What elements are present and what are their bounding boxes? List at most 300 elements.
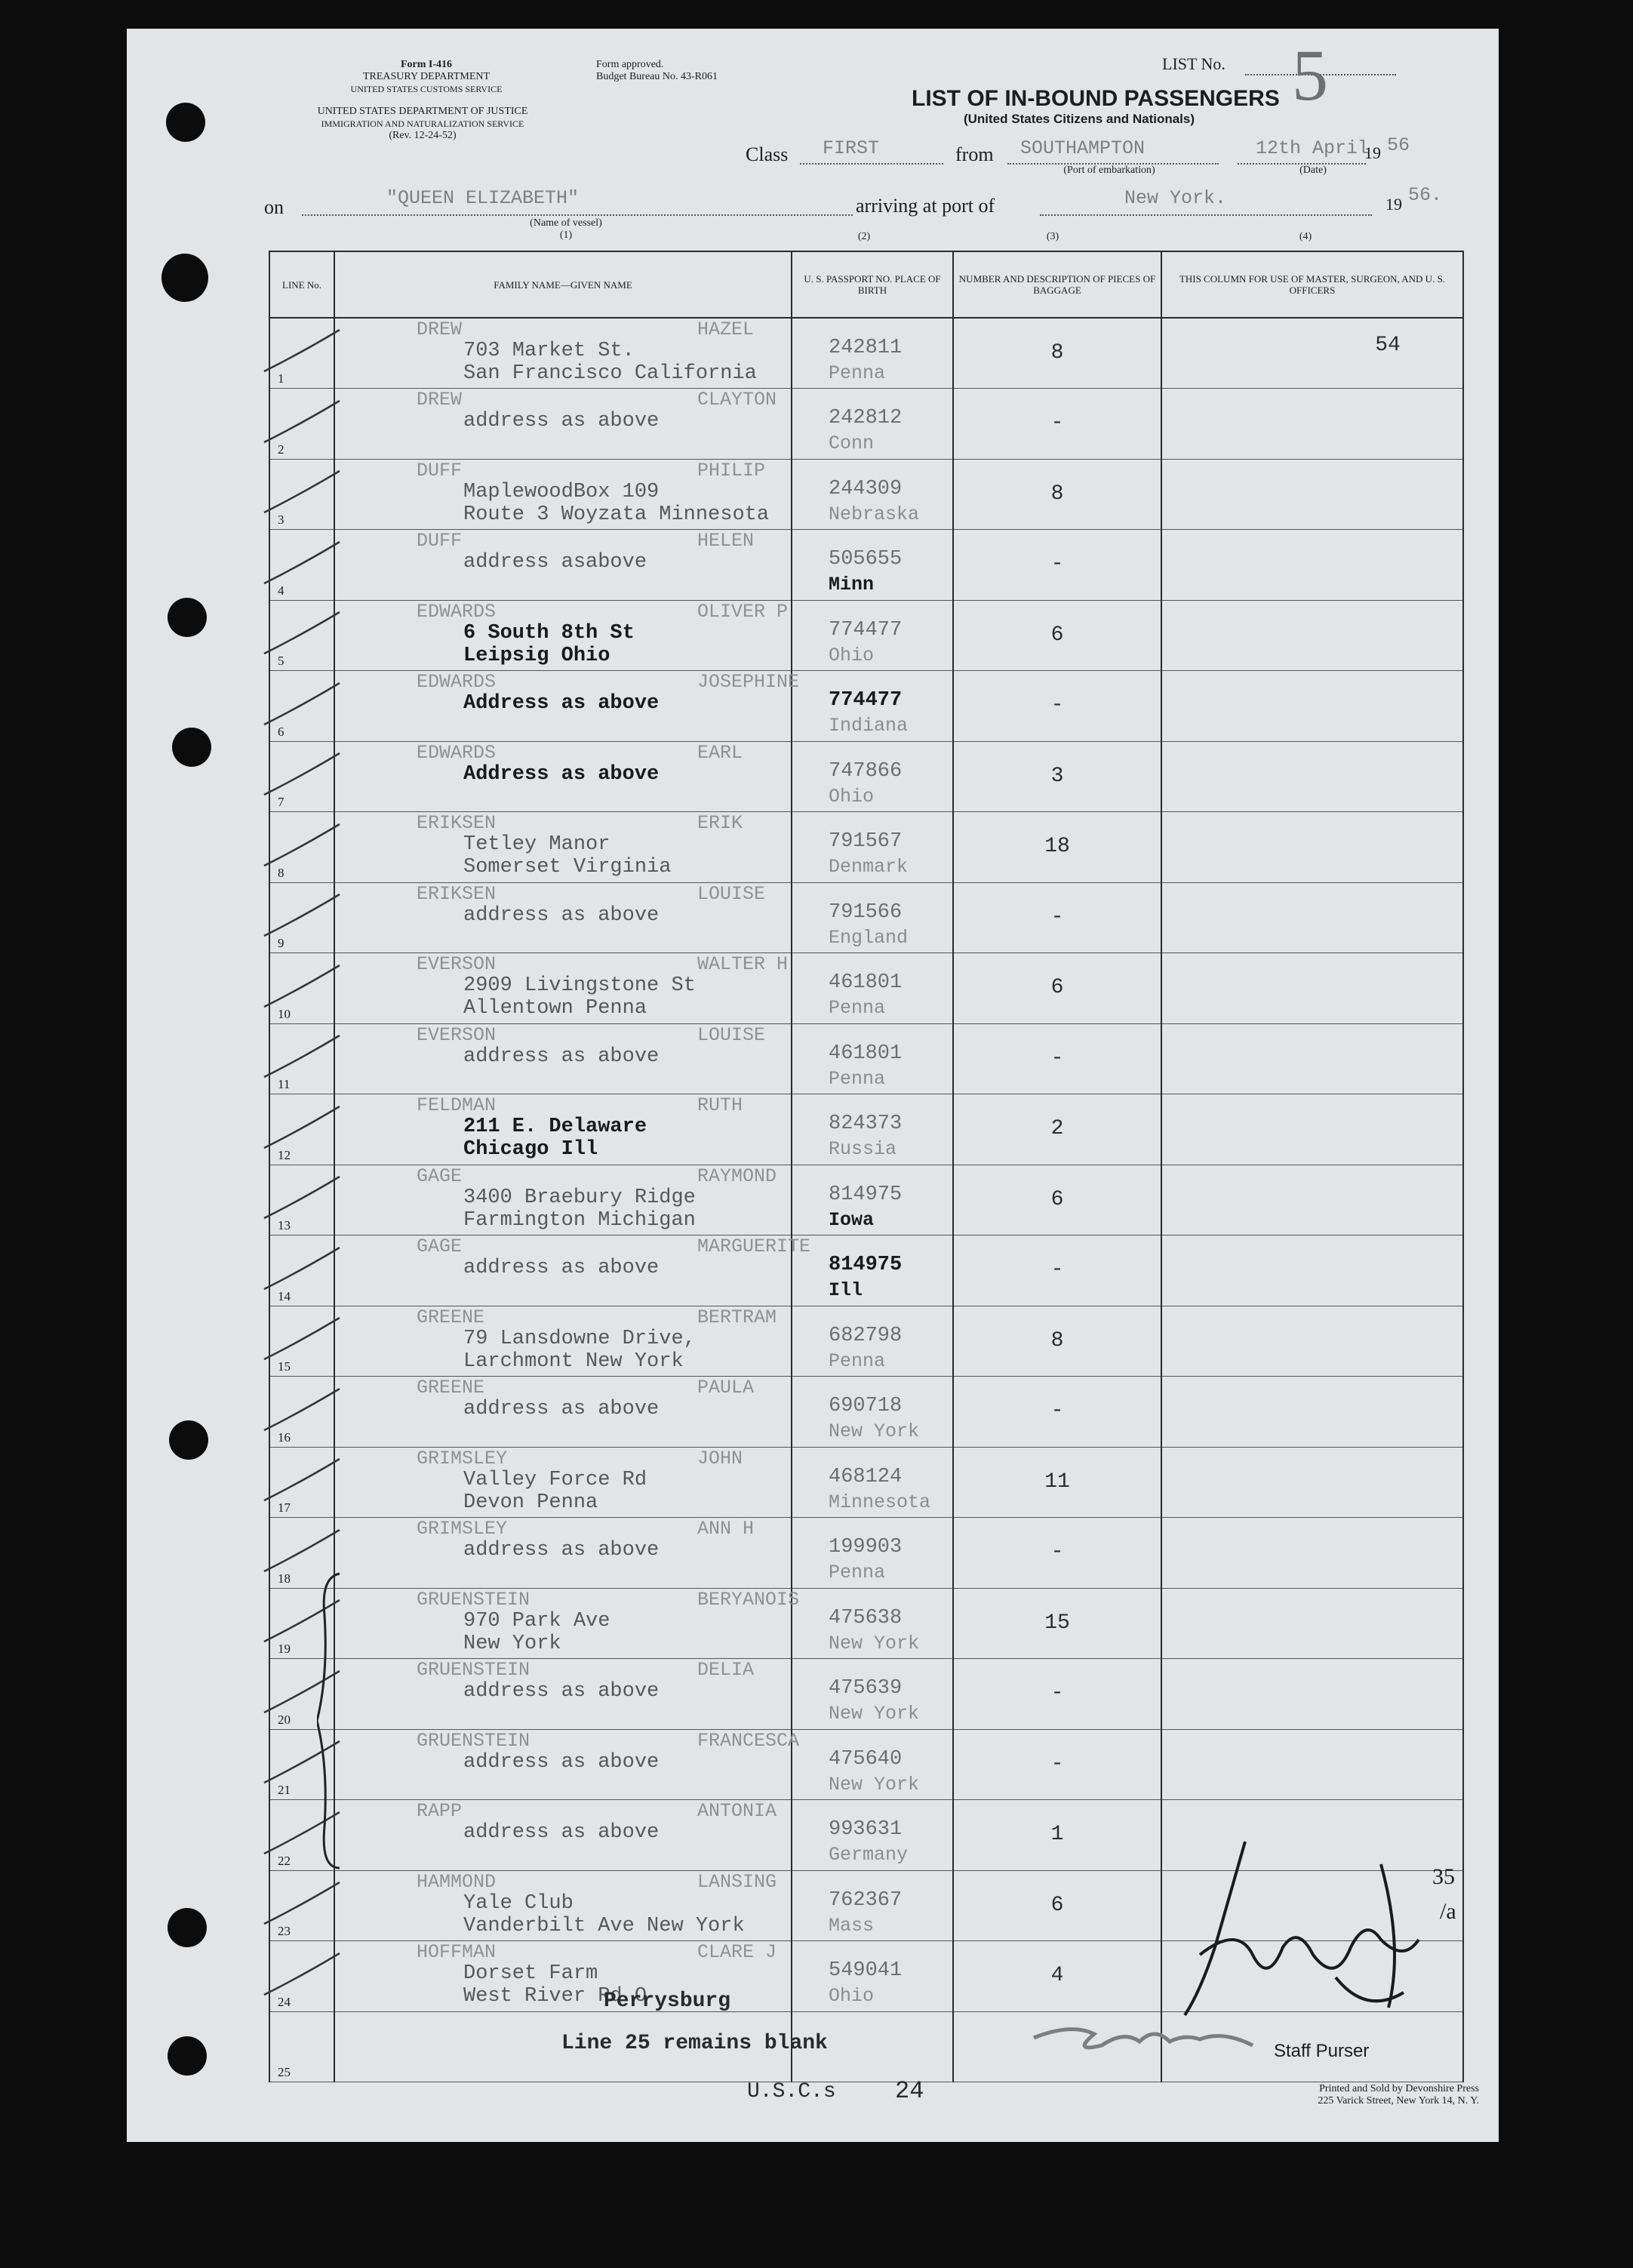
punch-hole-7 xyxy=(168,2036,207,2076)
address-line-1: address as above xyxy=(463,1750,660,1774)
table-row xyxy=(269,1659,1463,1730)
officer-cell xyxy=(1161,1377,1463,1448)
baggage-count: - xyxy=(1050,1399,1064,1423)
passport-cell xyxy=(792,1377,953,1448)
arriving-label: arriving at port of xyxy=(856,195,995,217)
address-line-2: West River Rd O xyxy=(463,1985,647,2008)
family-name: GREENE xyxy=(417,1377,485,1399)
line-number: 18 xyxy=(278,1571,291,1586)
baggage-cell xyxy=(953,671,1161,742)
passport-cell xyxy=(792,600,953,671)
family-name: HOFFMAN xyxy=(417,1941,497,1963)
line-number: 15 xyxy=(278,1359,291,1374)
given-name: HAZEL xyxy=(697,319,755,340)
list-number-value: 5 xyxy=(1292,35,1328,115)
line-number: 19 xyxy=(278,1642,291,1656)
punch-hole-2 xyxy=(161,254,208,302)
officer-cell xyxy=(1161,1236,1463,1306)
place-of-birth: Ohio xyxy=(829,1985,875,2007)
baggage-cell xyxy=(953,1165,1161,1236)
place-of-birth: Penna xyxy=(829,1562,886,1583)
family-name: EVERSON xyxy=(417,1023,497,1046)
col3-caption: (3) xyxy=(1046,231,1059,242)
baggage-count: - xyxy=(1050,1046,1064,1070)
baggage-count: - xyxy=(1050,694,1064,717)
address-line-1: 970 Park Ave xyxy=(463,1609,610,1633)
officer-cell xyxy=(1161,530,1463,601)
place-of-birth: Denmark xyxy=(829,856,909,878)
family-name: DUFF xyxy=(417,459,463,482)
col2-caption: (2) xyxy=(857,231,871,242)
baggage-count: - xyxy=(1050,552,1064,576)
family-name: GRIMSLEY xyxy=(417,1518,508,1540)
passport-cell xyxy=(792,1023,953,1094)
line-cell xyxy=(269,2011,334,2082)
passport-number: 475638 xyxy=(829,1606,903,1629)
budget-bureau: Budget Bureau No. 43-R061 xyxy=(596,71,718,82)
officer-cell xyxy=(1161,1165,1463,1236)
place-of-birth: New York xyxy=(829,1773,920,1796)
given-name: CLARE J xyxy=(697,1941,777,1963)
passport-cell xyxy=(792,1165,953,1236)
given-name: CLAYTON xyxy=(697,389,777,411)
family-name: DREW xyxy=(417,389,463,411)
passport-number: 774477 xyxy=(829,689,903,712)
check-mark-icon xyxy=(257,962,347,1014)
baggage-count: 18 xyxy=(1044,835,1070,858)
address-line-1: 2909 Livingstone St xyxy=(463,974,696,997)
arrival-year: 56. xyxy=(1408,184,1443,206)
family-name: HAMMOND xyxy=(417,1870,497,1893)
table-row xyxy=(269,882,1463,953)
baggage-count: 6 xyxy=(1050,623,1064,647)
baggage-count: 6 xyxy=(1050,1893,1064,1917)
officer-note: 54 xyxy=(1375,334,1401,357)
date-caption: (Date) xyxy=(1299,165,1327,176)
officer-number: 35 xyxy=(1432,1864,1455,1889)
given-name: EARL xyxy=(697,741,743,764)
name-cell xyxy=(334,318,792,389)
line-number: 4 xyxy=(278,583,284,598)
passport-cell xyxy=(792,812,953,883)
baggage-cell xyxy=(953,953,1161,1024)
baggage-count: 8 xyxy=(1050,341,1064,365)
given-name: OLIVER P xyxy=(697,600,789,623)
address-line-1: Tetley Manor xyxy=(463,833,610,856)
officer-cell xyxy=(1161,600,1463,671)
table-row xyxy=(269,812,1463,883)
address-line-1: Address as above xyxy=(463,692,660,715)
address-line-2: Somerset Virginia xyxy=(463,856,672,879)
name-cell xyxy=(334,1518,792,1589)
place-of-birth: Ill xyxy=(829,1279,863,1301)
line-number: 2 xyxy=(278,442,284,457)
passport-cell xyxy=(792,1800,953,1871)
baggage-count: 11 xyxy=(1044,1469,1070,1494)
baggage-cell xyxy=(953,741,1161,812)
usc-count: 24 xyxy=(895,2077,924,2105)
place-of-birth: Conn xyxy=(829,432,875,454)
passport-number: 993631 xyxy=(829,1818,903,1841)
check-mark-icon xyxy=(257,679,347,732)
given-name: FRANCESCA xyxy=(697,1729,800,1752)
passport-cell xyxy=(792,530,953,601)
baggage-cell xyxy=(953,1729,1161,1800)
table-row xyxy=(269,1518,1463,1589)
line-number: 16 xyxy=(278,1429,291,1445)
check-mark-icon xyxy=(257,1103,347,1156)
line25-note: Line 25 remains blank xyxy=(561,2032,828,2055)
address-line-1: address as above xyxy=(463,1821,660,1844)
baggage-count: 8 xyxy=(1050,482,1064,506)
passenger-table xyxy=(269,251,1464,2082)
officer-fraction: /a xyxy=(1440,1899,1456,1924)
baggage-cell xyxy=(953,1306,1161,1377)
address-line-2: Farmington Michigan xyxy=(463,1208,696,1232)
table-row xyxy=(269,1447,1463,1518)
baggage-cell xyxy=(953,812,1161,883)
address-line-2: New York xyxy=(463,1632,561,1655)
check-mark-icon xyxy=(257,397,347,450)
name-cell xyxy=(334,1377,792,1448)
place-of-birth: Mass xyxy=(829,1914,875,1937)
officer-cell xyxy=(1161,953,1463,1024)
passport-number: 461801 xyxy=(829,1042,903,1065)
punch-hole-6 xyxy=(168,1908,207,1947)
line-number: 10 xyxy=(278,1006,291,1021)
passport-number: 475639 xyxy=(829,1677,903,1700)
baggage-cell xyxy=(953,882,1161,953)
address-line-1: 211 E. Delaware xyxy=(463,1116,647,1138)
name-cell xyxy=(334,1870,792,1941)
officer-cell xyxy=(1161,1588,1463,1659)
family-name: EVERSON xyxy=(417,953,497,975)
line-number: 3 xyxy=(278,512,284,527)
passport-number: 690718 xyxy=(829,1395,903,1417)
passport-cell xyxy=(792,318,953,389)
table-row xyxy=(269,1588,1463,1659)
check-mark-icon xyxy=(257,1949,347,2002)
baggage-count: 3 xyxy=(1050,764,1064,788)
given-name: LOUISE xyxy=(697,882,766,905)
passport-cell xyxy=(792,1447,953,1518)
passport-cell xyxy=(792,741,953,812)
table-row xyxy=(269,1236,1463,1306)
passport-number: 791567 xyxy=(829,830,903,853)
passport-number: 549041 xyxy=(829,1959,903,1982)
name-cell xyxy=(334,812,792,883)
customs-service: UNITED STATES CUSTOMS SERVICE xyxy=(350,84,503,94)
header-family-name: FAMILY NAME—GIVEN NAME xyxy=(334,251,792,318)
name-cell xyxy=(334,1729,800,1800)
place-of-birth: Penna xyxy=(829,1067,886,1090)
family-name: EDWARDS xyxy=(417,741,497,764)
baggage-cell xyxy=(953,1800,1161,1871)
check-mark-icon xyxy=(257,1032,347,1085)
check-mark-icon xyxy=(257,1455,347,1508)
place-of-birth: Ohio xyxy=(829,644,875,666)
year-prefix: 19 xyxy=(1364,143,1381,162)
form-number: Form I-416 xyxy=(400,59,453,70)
place-of-birth: Penna xyxy=(829,362,886,384)
check-mark-icon xyxy=(257,467,347,520)
vessel-caption: (Name of vessel) xyxy=(530,217,602,229)
address-line-1: Dorset Farm xyxy=(463,1962,598,1985)
table-row xyxy=(269,600,1463,671)
officer-cell xyxy=(1161,318,1463,389)
line-number: 12 xyxy=(278,1147,291,1162)
passport-number: 199903 xyxy=(829,1536,903,1559)
name-cell xyxy=(334,1588,800,1659)
punch-hole-3 xyxy=(168,598,207,637)
col1-caption: (1) xyxy=(559,229,573,241)
address-line-1: Address as above xyxy=(463,762,660,786)
given-name: BERTRAM xyxy=(697,1306,777,1328)
baggage-count: 6 xyxy=(1050,1187,1064,1211)
place-of-birth: New York xyxy=(829,1632,920,1654)
printer-line-1: Printed and Sold by Devonshire Press xyxy=(1319,2083,1479,2094)
name-cell xyxy=(334,1306,792,1377)
family-name: GRUENSTEIN xyxy=(417,1659,530,1681)
passport-cell xyxy=(792,1729,953,1800)
baggage-cell xyxy=(953,459,1161,530)
address-line-1: 79 Lansdowne Drive, xyxy=(463,1327,696,1350)
name-cell xyxy=(334,600,792,671)
family-name: EDWARDS xyxy=(417,600,497,623)
passport-cell xyxy=(792,953,953,1024)
address-line-1: address asabove xyxy=(463,551,647,574)
table-row xyxy=(269,1094,1463,1165)
form-approved: Form approved. xyxy=(596,59,664,70)
family-name: ERIKSEN xyxy=(417,882,497,905)
check-mark-icon xyxy=(257,608,347,661)
address-line-1: address as above xyxy=(463,1257,660,1279)
check-mark-icon xyxy=(257,1879,347,1931)
line-number: 5 xyxy=(278,654,284,668)
baggage-cell xyxy=(953,1588,1161,1659)
officer-signature xyxy=(1155,1834,1472,2023)
table-row xyxy=(269,741,1463,812)
officer-cell xyxy=(1161,882,1463,953)
passport-number: 242812 xyxy=(829,407,903,429)
baggage-count: 8 xyxy=(1050,1328,1064,1352)
given-name: BERYANOIS xyxy=(697,1588,800,1611)
passport-number: 814975 xyxy=(829,1254,903,1276)
baggage-count: - xyxy=(1050,905,1064,929)
place-of-birth: New York xyxy=(829,1420,920,1442)
staff-purser-label: Staff Purser xyxy=(1274,2041,1370,2061)
address-line-2: Vanderbilt Ave New York xyxy=(463,1914,745,1937)
header-passport: U. S. PASSPORT NO. PLACE OF BIRTH xyxy=(792,251,953,318)
check-mark-icon xyxy=(257,891,347,943)
place-of-birth: New York xyxy=(829,1703,920,1725)
baggage-cell xyxy=(953,1377,1161,1448)
line-number: 11 xyxy=(278,1077,291,1091)
place-of-birth: Iowa xyxy=(829,1208,875,1231)
family-name: DUFF xyxy=(417,530,463,552)
passport-cell xyxy=(792,459,953,530)
table-row xyxy=(269,389,1463,460)
line-number: 25 xyxy=(278,2065,291,2079)
perrysburg-note: Perrysburg xyxy=(604,1990,731,2013)
baggage-count: 2 xyxy=(1050,1117,1064,1140)
family-name: GREENE xyxy=(417,1306,485,1328)
given-name: RAYMOND xyxy=(697,1165,777,1187)
table-row xyxy=(269,318,1463,389)
embark-caption: (Port of embarkation) xyxy=(1063,165,1155,176)
officer-cell xyxy=(1161,389,1463,460)
passport-number: 244309 xyxy=(829,477,903,500)
baggage-cell xyxy=(953,389,1161,460)
place-of-birth: Penna xyxy=(829,1349,886,1372)
address-line-1: address as above xyxy=(463,903,660,927)
address-line-1: Yale Club xyxy=(463,1891,574,1915)
date-value: 12th April xyxy=(1256,137,1370,159)
baggage-cell xyxy=(953,1023,1161,1094)
line-number: 13 xyxy=(278,1218,291,1232)
line-number: 22 xyxy=(278,1853,291,1868)
table-row xyxy=(269,1306,1463,1377)
passport-number: 762367 xyxy=(829,1888,903,1912)
place-of-birth: England xyxy=(829,926,909,949)
passport-number: 468124 xyxy=(829,1465,903,1488)
given-name: JOSEPHINE xyxy=(697,671,800,693)
passport-cell xyxy=(792,1588,953,1659)
group-bracket xyxy=(317,1570,347,1872)
punch-hole-5 xyxy=(169,1420,208,1460)
place-of-birth: Minnesota xyxy=(829,1491,931,1513)
officer-cell xyxy=(1161,1518,1463,1589)
vessel-name: "QUEEN ELIZABETH" xyxy=(386,187,580,209)
given-name: LOUISE xyxy=(697,1023,766,1046)
name-cell xyxy=(334,1447,792,1518)
line-number: 1 xyxy=(278,371,284,386)
table-row xyxy=(269,1377,1463,1448)
baggage-cell xyxy=(953,1659,1161,1730)
name-cell xyxy=(334,882,792,953)
baggage-count: - xyxy=(1050,1258,1064,1282)
line-number: 20 xyxy=(278,1712,291,1727)
justice-dept: UNITED STATES DEPARTMENT OF JUSTICE xyxy=(317,106,528,117)
officer-cell xyxy=(1161,1659,1463,1730)
place-of-birth: Minn xyxy=(829,574,875,595)
baggage-cell xyxy=(953,600,1161,671)
given-name: ERIK xyxy=(697,812,743,834)
baggage-count: 15 xyxy=(1044,1611,1070,1635)
address-line-1: Valley Force Rd xyxy=(463,1468,647,1491)
baggage-cell xyxy=(953,530,1161,601)
baggage-cell xyxy=(953,1447,1161,1518)
line-number: 8 xyxy=(278,865,284,880)
passport-number: 747866 xyxy=(829,759,903,783)
table-row xyxy=(269,953,1463,1024)
address-line-2: Larchmont New York xyxy=(463,1349,684,1373)
place-of-birth: Russia xyxy=(829,1138,897,1160)
page-title: LIST OF IN-BOUND PASSENGERS xyxy=(912,86,1280,111)
family-name: DREW xyxy=(417,319,463,340)
passport-number: 242811 xyxy=(829,337,903,359)
line-number: 23 xyxy=(278,1924,291,1938)
given-name: MARGUERITE xyxy=(697,1236,811,1257)
baggage-cell xyxy=(953,1094,1161,1165)
arrival-port: New York. xyxy=(1124,187,1227,209)
name-cell xyxy=(334,459,792,530)
officer-cell xyxy=(1161,1447,1463,1518)
line-number: 21 xyxy=(278,1783,291,1797)
address-line-2: Leipsig Ohio xyxy=(463,644,610,667)
given-name: PHILIP xyxy=(697,459,766,482)
line-number: 6 xyxy=(278,724,284,739)
passport-cell xyxy=(792,882,953,953)
address-line-2: Allentown Penna xyxy=(463,997,647,1020)
passport-number: 824373 xyxy=(829,1112,903,1135)
passport-cell xyxy=(792,389,953,460)
name-cell xyxy=(334,953,792,1024)
passport-number: 461801 xyxy=(829,971,903,994)
name-cell xyxy=(334,530,792,601)
address-line-1: address as above xyxy=(463,1398,660,1420)
passport-cell xyxy=(792,1659,953,1730)
printer-line-2: 225 Varick Street, New York 14, N. Y. xyxy=(1318,2095,1479,2106)
col4-caption: (4) xyxy=(1299,231,1312,242)
given-name: PAULA xyxy=(697,1377,755,1399)
passport-number: 682798 xyxy=(829,1324,903,1347)
officer-cell xyxy=(1161,671,1463,742)
line-number: 24 xyxy=(278,1994,291,2009)
address-line-1: address as above xyxy=(463,1045,660,1068)
address-line-1: 6 South 8th St xyxy=(463,621,635,645)
name-cell xyxy=(334,389,792,460)
name-cell xyxy=(334,671,800,742)
passenger-rows xyxy=(269,318,1463,2082)
year-value: 56 xyxy=(1387,134,1410,156)
address-line-1: address as above xyxy=(463,1680,660,1703)
check-mark-icon xyxy=(257,1173,347,1226)
header-line-no: LINE No. xyxy=(269,251,334,318)
officer-cell xyxy=(1161,812,1463,883)
check-mark-icon xyxy=(257,326,347,379)
ins-service: IMMIGRATION AND NATURALIZATION SERVICE xyxy=(321,118,524,129)
header-officers: THIS COLUMN FOR USE OF MASTER, SURGEON, AND U. S. OFFICERS xyxy=(1161,251,1463,318)
passport-number: 475640 xyxy=(829,1747,903,1771)
check-mark-icon xyxy=(257,820,347,873)
list-number-label: LIST No. xyxy=(1162,54,1226,73)
page-subtitle: (United States Citizens and Nationals) xyxy=(963,112,1195,126)
name-cell xyxy=(334,1165,792,1236)
family-name: GAGE xyxy=(417,1165,463,1187)
line-number: 7 xyxy=(278,795,284,809)
place-of-birth: Ohio xyxy=(829,785,875,808)
passport-cell xyxy=(792,1518,953,1589)
officer-cell xyxy=(1161,459,1463,530)
family-name: GAGE xyxy=(417,1236,463,1257)
baggage-count: 4 xyxy=(1050,1964,1064,1987)
check-mark-icon xyxy=(257,1385,347,1438)
place-of-birth: Indiana xyxy=(829,715,909,737)
given-name: LANSING xyxy=(697,1870,777,1893)
line-number: 14 xyxy=(278,1288,291,1303)
class-value: FIRST xyxy=(823,137,880,159)
address-line-2: Route 3 Woyzata Minnesota xyxy=(463,503,770,526)
baggage-cell xyxy=(953,1870,1161,1941)
family-name: GRUENSTEIN xyxy=(417,1588,530,1611)
table-row xyxy=(269,1023,1463,1094)
baggage-count: - xyxy=(1050,1752,1064,1776)
check-mark-icon xyxy=(257,538,347,591)
address-line-1: MaplewoodBox 109 xyxy=(463,480,660,503)
table-row xyxy=(269,1729,1463,1800)
passport-number: 505655 xyxy=(829,548,903,571)
